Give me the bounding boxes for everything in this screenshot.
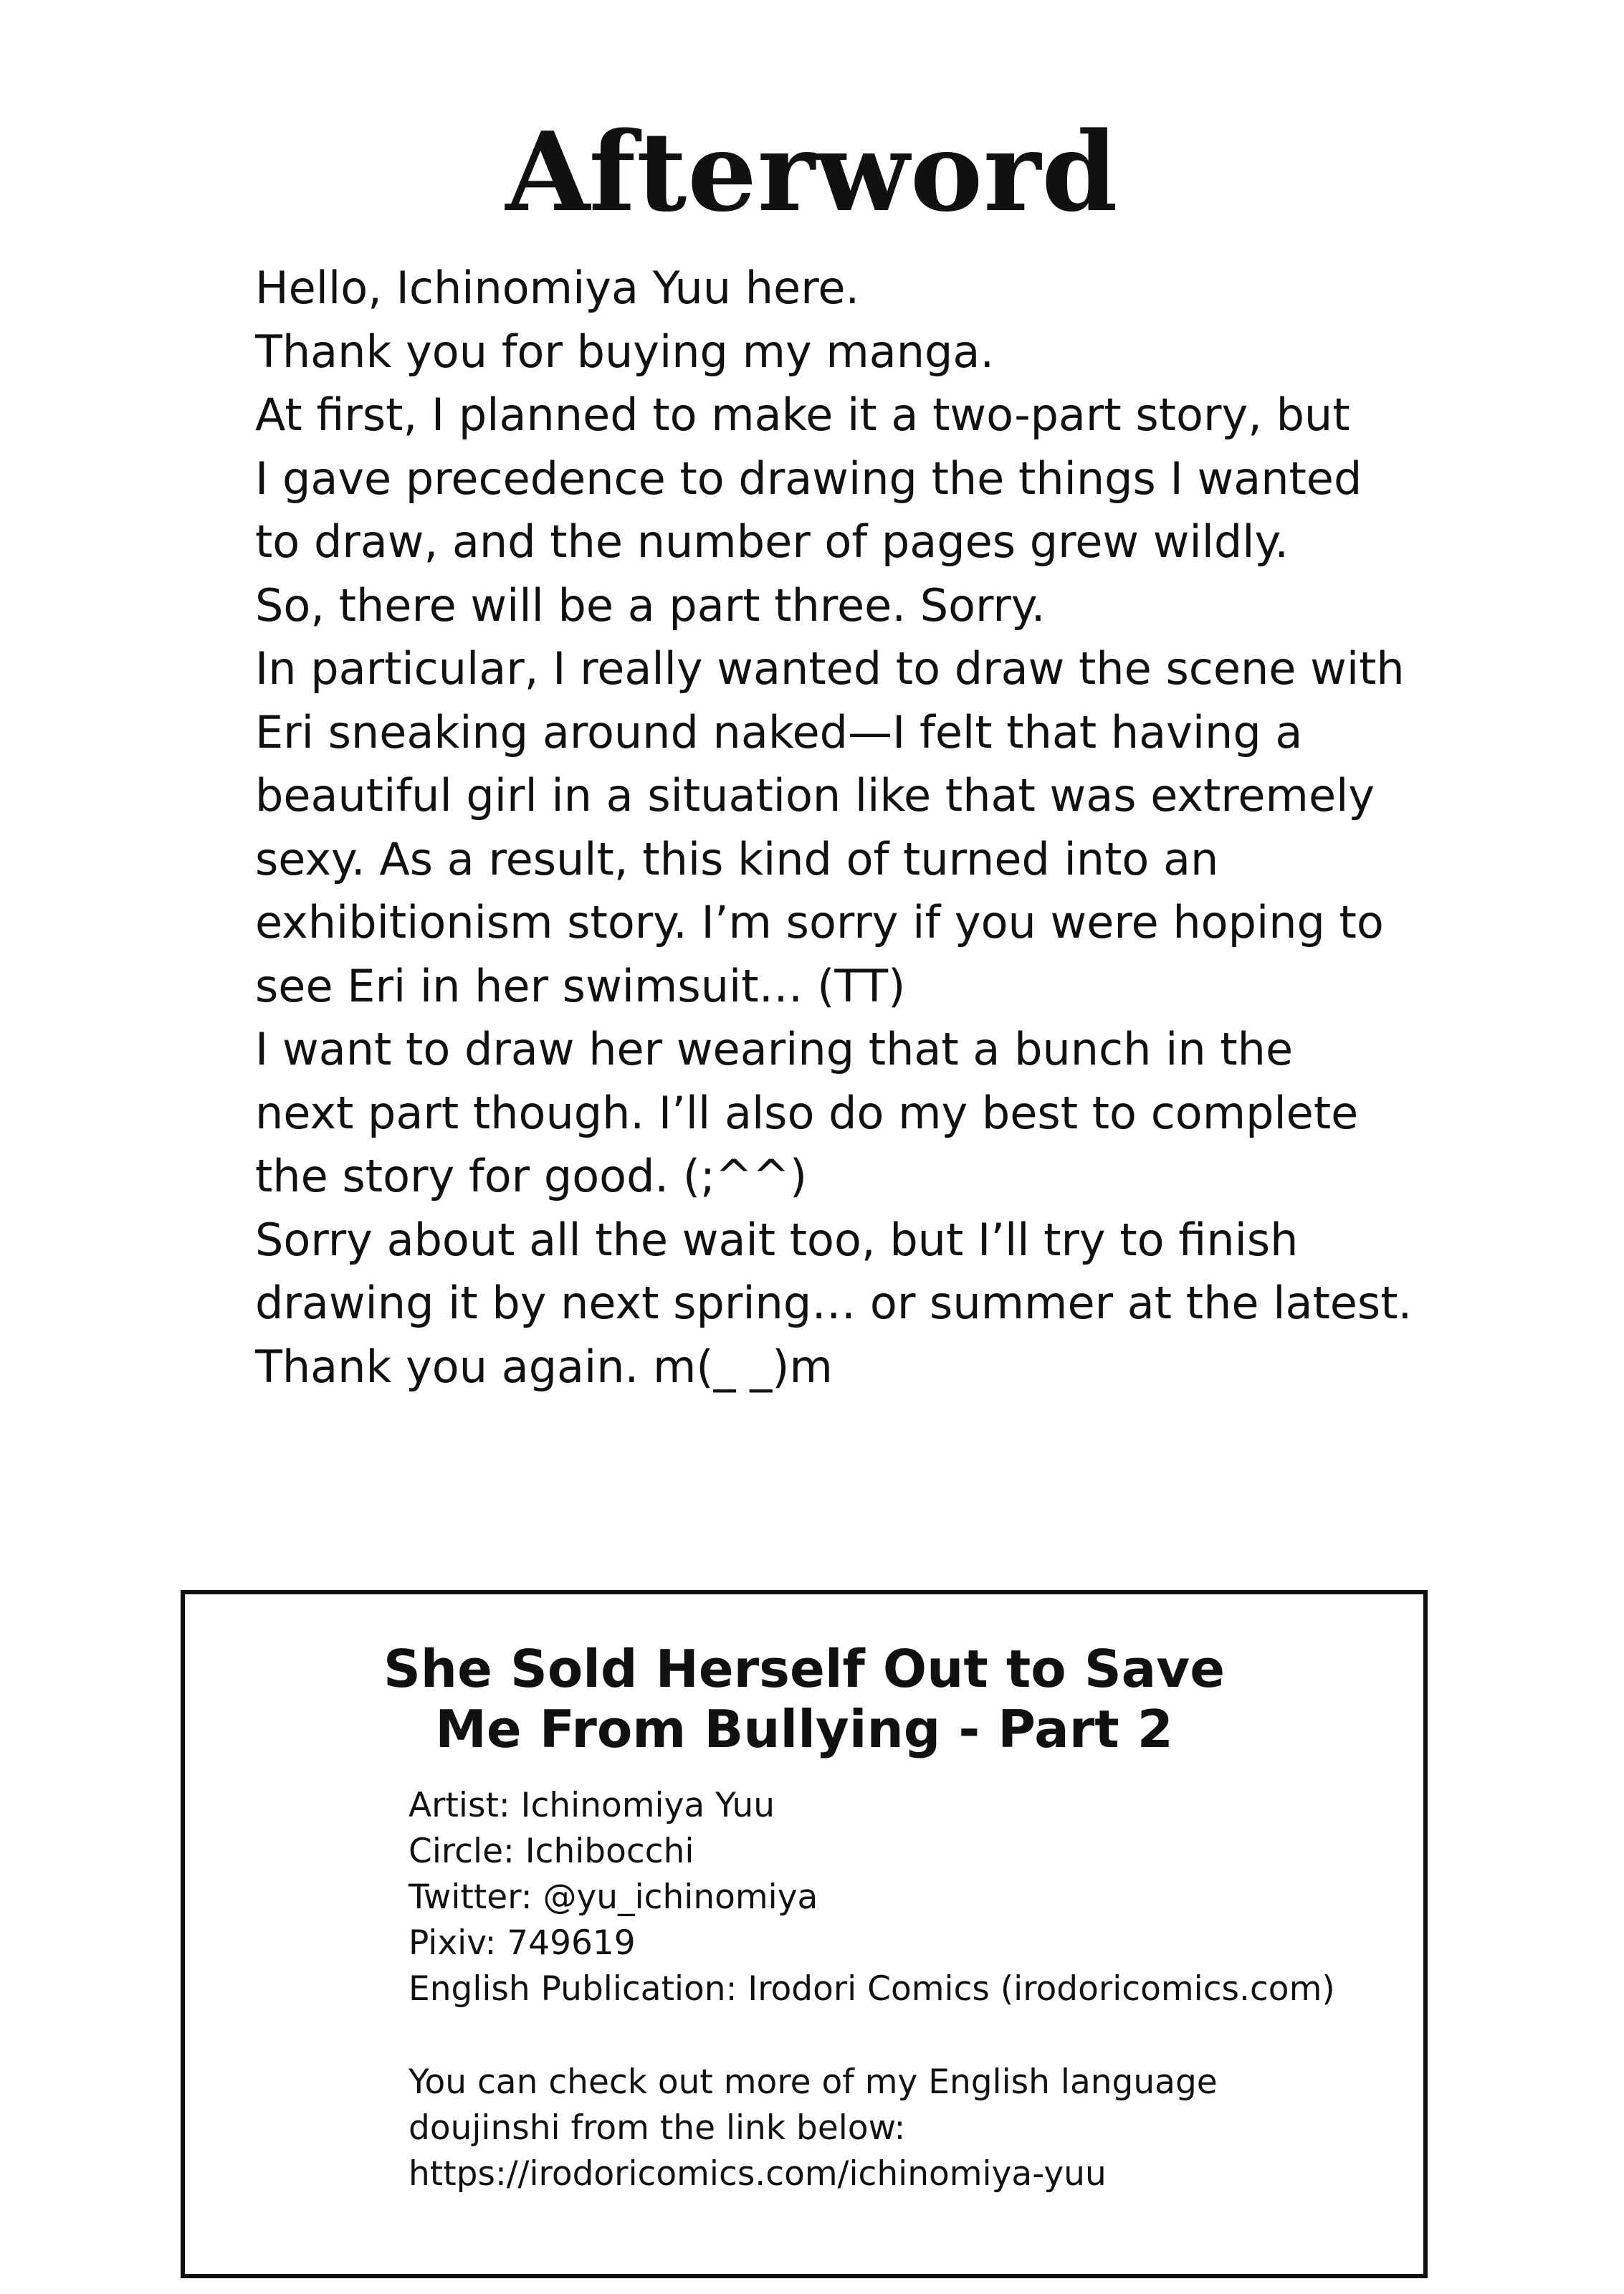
note-line: You can check out more of my English language (409, 2062, 1218, 2102)
publication-credit: English Publication: Irodori Comics (irodoricomics.com) (409, 1969, 1335, 2009)
circle-credit: Circle: Ichibocchi (409, 1832, 694, 1871)
afterword-line: At first, I planned to make it a two-part story, but (255, 389, 1350, 441)
credits-info (409, 1783, 1335, 2012)
afterword-line: the story for good. (;^^) (255, 1150, 808, 1202)
afterword-line: to draw, and the number of pages grew wildly. (255, 515, 1289, 568)
afterword-line: Thank you for buying my manga. (255, 325, 995, 378)
artist-credit: Artist: Ichinomiya Yuu (409, 1786, 775, 1825)
afterword-line: sexy. As a result, this kind of turned into an (255, 832, 1219, 885)
afterword-line: drawing it by next spring… or summer at the latest. (255, 1277, 1413, 1329)
afterword-body (255, 257, 1473, 1399)
afterword-line: So, there will be a part three. Sorry. (255, 579, 1046, 632)
more-works-note (409, 2060, 1218, 2197)
afterword-line: I want to draw her wearing that a bunch in the (255, 1023, 1294, 1075)
book-title (185, 1639, 1423, 1759)
credits-box (181, 1590, 1428, 2278)
book-title-line: Me From Bullying - Part 2 (435, 1699, 1173, 1759)
afterword-line: beautiful girl in a situation like that was extremely (255, 769, 1375, 822)
afterword-line: Thank you again. m(_ _)m (255, 1340, 833, 1393)
afterword-line: Sorry about all the wait too, but I’ll try to finish (255, 1213, 1299, 1266)
afterword-line: Hello, Ichinomiya Yuu here. (255, 262, 860, 314)
pixiv-credit: Pixiv: 749619 (409, 1923, 636, 1963)
afterword-line: Eri sneaking around naked—I felt that having a (255, 705, 1303, 758)
afterword-line: exhibitionism story. I’m sorry if you were hoping to (255, 896, 1384, 948)
irodori-link[interactable]: https://irodoricomics.com/ichinomiya-yuu (409, 2154, 1107, 2194)
page-title: Afterword (505, 108, 1119, 236)
afterword-line: In particular, I really wanted to draw the scene with (255, 642, 1405, 695)
twitter-credit: Twitter: @yu_ichinomiya (409, 1877, 818, 1917)
note-line: doujinshi from the link below: (409, 2108, 906, 2148)
afterword-line: see Eri in her swimsuit… (TT) (255, 959, 906, 1012)
book-title-line: She Sold Herself Out to Save (383, 1639, 1226, 1699)
afterword-line: I gave precedence to drawing the things I wanted (255, 452, 1362, 505)
afterword-line: next part though. I’ll also do my best to complete (255, 1086, 1359, 1139)
